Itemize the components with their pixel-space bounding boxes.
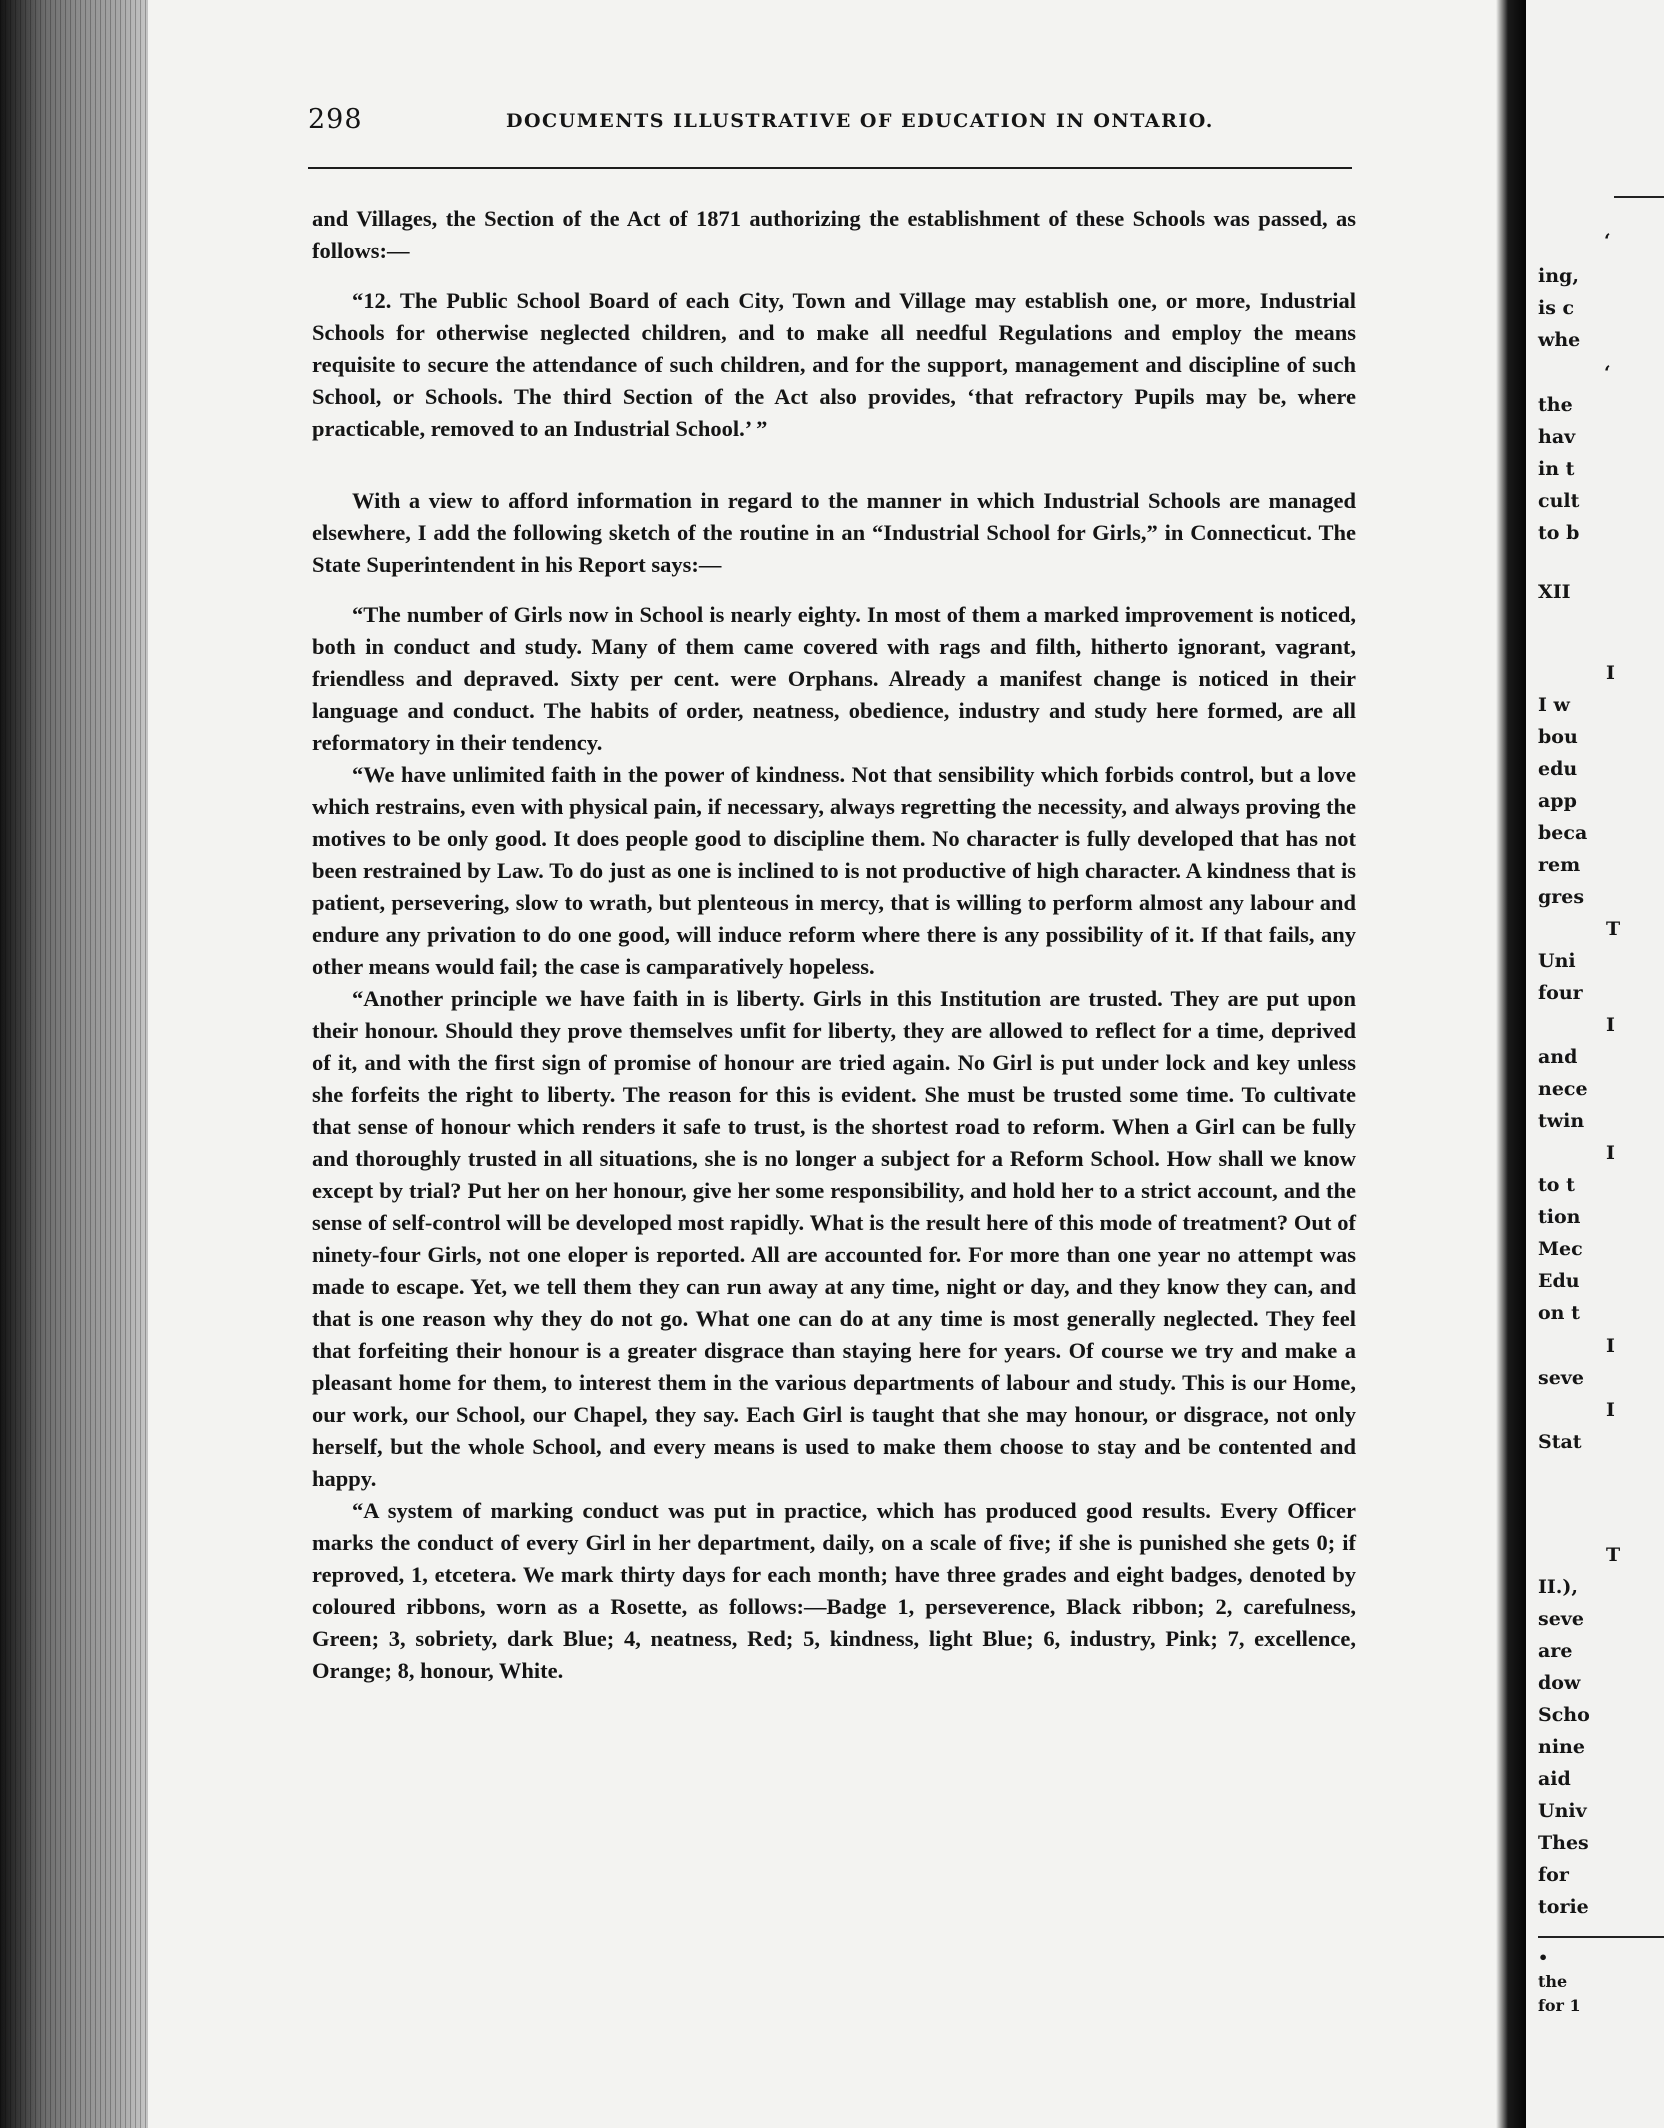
quoted-paragraph: “The number of Girls now in School is nearly eighty. In most of them a marked improvement is noticed, both in conduct and study. Many of them came covered with rags and filth, hitherto ignorant, vagrant, friendless and depraved. Sixty per cent. were Orphans. Already a manifest change is noticed in their language and conduct. The habits of order, neatness, obedience, industry and study here formed, are all reformatory in their tendency. (312, 602, 1356, 755)
facing-text-fragment: XII (1538, 581, 1571, 603)
facing-text-fragment: bou (1538, 726, 1578, 748)
quoted-paragraph: “A system of marking conduct was put in practice, which has produced good results. Every Officer marks the conduct of every Girl in her department, daily, on a scale of five; if she is punished she gets 0; if reproved, 1, etcetera. We mark thirty days for each month; have three grades and eight badges, denoted by coloured ribbons, worn as a Rosette, as follows:—Badge 1, perseverence, Black ribbon; 2, carefulness, Green; 3, sobriety, dark Blue; 4, neatness, Red; 5, kindness, light Blue; 6, industry, Pink; 7, excellence, Orange; 8, honour, White. (312, 1498, 1356, 1683)
quoted-paragraph: “We have unlimited faith in the power of kindness. Not that sensibility which forbids control, but a love which restrains, even with physical pain, if necessary, always regretting the necessity, and always proving the motives to be only good. It does people good to discipline them. No character is fully developed that has not been restrained by Law. To do just as one is inclined to is not productive of high character. A kindness that is patient, persevering, slow to wrath, but plenteous in mercy, that is willing to perform almost any labour and endure any privation to do one good, will induce reform where there is any possibility of it. If that fails, any other means would fail; the case is camparatively hopeless. (312, 762, 1356, 979)
facing-text-fragment: Univ (1538, 1800, 1587, 1822)
facing-text-fragment: ‘ (1604, 362, 1611, 384)
running-head-title: DOCUMENTS ILLUSTRATIVE OF EDUCATION IN ONTARIO. (506, 110, 1214, 132)
facing-text-fragment: ‘ (1604, 230, 1611, 252)
facing-text-fragment: Scho (1538, 1704, 1590, 1726)
book-gutter (1496, 0, 1526, 2128)
facing-text-fragment: I w (1538, 694, 1570, 716)
page-number: 298 (308, 104, 363, 135)
facing-text-fragment: T (1606, 918, 1621, 940)
facing-text-fragment: ing, (1538, 265, 1579, 287)
facing-text-fragment: Mec (1538, 1238, 1583, 1260)
facing-text-fragment: torie (1538, 1896, 1589, 1918)
facing-text-fragment: Thes (1538, 1832, 1589, 1854)
facing-footnote-rule (1538, 1936, 1664, 1938)
facing-text-fragment: is c (1538, 297, 1575, 319)
facing-page (1526, 0, 1664, 2128)
facing-text-fragment: to t (1538, 1174, 1575, 1196)
body-text (312, 203, 1356, 1687)
facing-text-fragment: four (1538, 982, 1583, 1004)
facing-text-fragment: rem (1538, 854, 1581, 876)
facing-text-fragment: I (1606, 1335, 1615, 1357)
facing-text-fragment: nece (1538, 1078, 1588, 1100)
facing-text-fragment: twin (1538, 1110, 1585, 1132)
facing-text-fragment: I (1606, 1142, 1615, 1164)
facing-footnote-fragment: for 1 (1538, 1996, 1581, 2015)
header-rule (308, 167, 1352, 169)
facing-text-fragment: tion (1538, 1206, 1581, 1228)
facing-text-fragment: I (1606, 1399, 1615, 1421)
facing-text-fragment: on t (1538, 1302, 1580, 1324)
facing-text-fragment: cult (1538, 490, 1580, 512)
facing-text-fragment: aid (1538, 1768, 1571, 1790)
facing-text-fragment: seve (1538, 1608, 1584, 1630)
facing-footnote-fragment: the (1538, 1972, 1568, 1991)
facing-text-fragment: gres (1538, 886, 1585, 908)
paragraph: and Villages, the Section of the Act of 1871 authorizing the establishment of these Schools was passed, as follows:— (312, 206, 1356, 263)
quoted-paragraph: “12. The Public School Board of each City, Town and Village may establish one, or more, Industrial Schools for otherwise neglected children, and to make all needful Regulations and employ the means requisite to secure the attendance of such children, and for the support, management and discipline of such School, or Schools. The third Section of the Act also provides, ‘that refractory Pupils may be, where practicable, removed to an Industrial School.’ ” (312, 288, 1356, 441)
facing-text-fragment: T (1606, 1544, 1621, 1566)
facing-text-fragment: edu (1538, 758, 1578, 780)
facing-text-fragment: beca (1538, 822, 1588, 844)
facing-text-fragment: Edu (1538, 1270, 1580, 1292)
facing-text-fragment: to b (1538, 522, 1580, 544)
facing-text-fragment: and (1538, 1046, 1578, 1068)
paragraph: With a view to afford information in regard to the manner in which Industrial Schools are managed elsewhere, I add the following sketch of the routine in an “Industrial School for Girls,” in Connecticut. The State Superintendent in his Report says:— (312, 488, 1356, 577)
facing-text-fragment: nine (1538, 1736, 1585, 1758)
facing-text-fragment: for (1538, 1864, 1569, 1886)
facing-text-fragment: I (1606, 1014, 1615, 1036)
running-head (148, 104, 1496, 134)
quoted-paragraph: “Another principle we have faith in is liberty. Girls in this Institution are trusted. They are put upon their honour. Should they prove themselves unfit for liberty, they are allowed to reflect for a time, deprived of it, and with the first sign of promise of honour are tried again. No Girl is put under lock and key unless she forfeits the right to liberty. The reason for this is evident. She must be trusted some time. To cultivate that sense of honour which renders it safe to trust, is the shortest road to reform. When a Girl can be fully and thoroughly trusted in all situations, she is no longer a subject for a Reform School. How shall we know except by trial? Put her on her honour, give her some responsibility, and hold her to a strict account, and the sense of self-control will be developed most rapidly. What is the result here of this mode of treatment? Out of ninety-four Girls, not one eloper is reported. All are accounted for. For more than one year no attempt was made to escape. Yet, we tell them they can run away at any time, night or day, and they know they can, and that is one reason why they do not go. What one can do at any time is most generally neglected. They feel that forfeiting their honour is a greater disgrace than staying here for years. Of course we try and make a pleasant home for them, to interest them in the various departments of labour and study. This is our Home, our work, our School, our Chapel, they say. Each Girl is taught that she may honour, or disgrace, not only herself, but the whole School, and every means is used to make them choose to stay and be contented and happy. (312, 986, 1356, 1491)
facing-text-fragment: app (1538, 790, 1577, 812)
facing-text-fragment: I (1606, 662, 1615, 684)
facing-text-fragment: are (1538, 1640, 1573, 1662)
facing-text-fragment: II.), (1538, 1576, 1578, 1598)
facing-text-fragment: in t (1538, 458, 1575, 480)
facing-text-fragment: Stat (1538, 1431, 1582, 1453)
facing-text-fragment: the (1538, 394, 1573, 416)
facing-text-fragment: dow (1538, 1672, 1581, 1694)
facing-text-fragment: Uni (1538, 950, 1576, 972)
page-edges-texture (0, 0, 148, 2128)
left-page (148, 0, 1496, 2128)
facing-footnote-fragment: • (1538, 1948, 1549, 1967)
facing-text-fragment: hav (1538, 426, 1576, 448)
facing-text-fragment: seve (1538, 1367, 1584, 1389)
facing-text-fragment: whe (1538, 329, 1581, 351)
facing-page-rule (1614, 196, 1664, 198)
